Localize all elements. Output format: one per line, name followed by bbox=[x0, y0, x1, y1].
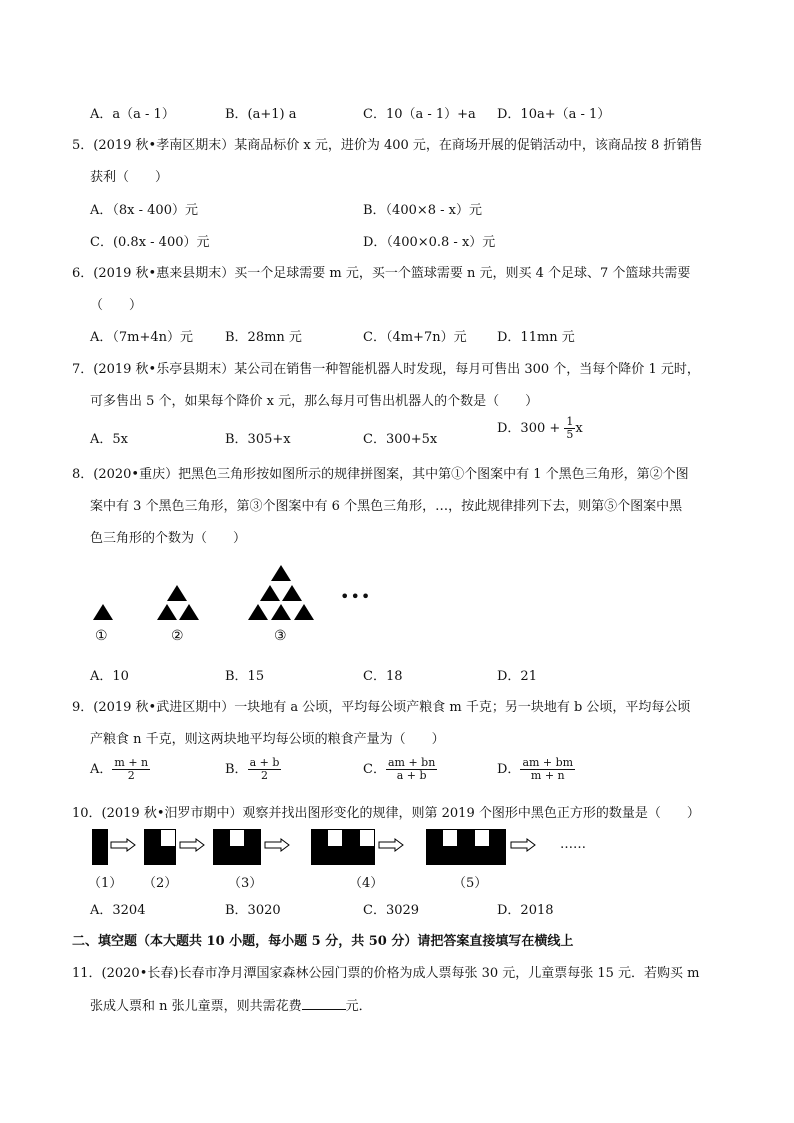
white-square bbox=[474, 829, 490, 847]
q9-option-a: A． $\frac{m + n}{2}$ bbox=[90, 756, 149, 782]
black-square bbox=[213, 829, 229, 847]
white-square bbox=[160, 829, 176, 847]
q5-option-d: D．（400×0.8 - x）元 bbox=[363, 235, 496, 250]
q7-stem-line1: 7．(2019 秋•乐亭县期末）某公司在销售一种智能机器人时发现，每月可售出 300 个，当每个降价 1 元时， bbox=[72, 362, 700, 377]
continuation-ellipsis: …… bbox=[560, 837, 586, 852]
q6-option-a: A．（7m+4n）元 bbox=[90, 330, 194, 345]
black-triangle bbox=[260, 585, 280, 601]
fraction: $\frac{a + b}{2}$ bbox=[249, 756, 280, 782]
q6-option-c: C．（4m+7n）元 bbox=[363, 330, 467, 345]
q6-option-d: D．11mn 元 bbox=[497, 330, 575, 345]
q5-stem-line1: 5．(2019 秋•孝南区期末）某商品标价 x 元，进价为 400 元，在商场开展的促销活动中，该商品按 8 折销售 bbox=[72, 138, 703, 153]
q5-option-b: B．（400×8 - x）元 bbox=[363, 203, 483, 218]
black-square bbox=[490, 847, 506, 865]
q7-option-b: B．305+x bbox=[225, 432, 291, 447]
q5-stem-line2: 获利（ ） bbox=[90, 170, 169, 185]
q8-stem-line2: 案中有 3 个黑色三角形，第③个图案中有 6 个黑色三角形，…，按此规律排列下去，则第⑤个图案中黑 bbox=[90, 499, 683, 514]
black-square bbox=[245, 829, 261, 847]
q11-stem-line2: 张成人票和 n 张儿童票，则共需花费 元． bbox=[90, 999, 372, 1014]
black-square bbox=[343, 847, 359, 865]
black-square bbox=[426, 829, 442, 847]
q4-option-b: B．(a+1) a bbox=[225, 107, 297, 122]
black-square bbox=[327, 847, 343, 865]
black-triangle bbox=[248, 604, 268, 620]
fraction: $\frac{am + bn}{a + b}$ bbox=[387, 756, 436, 782]
black-square bbox=[245, 847, 261, 865]
answer-blank[interactable] bbox=[302, 997, 346, 1010]
q8-option-d: D．21 bbox=[497, 669, 537, 684]
q6-stem-line1: 6．(2019 秋•惠来县期末）买一个足球需要 m 元，买一个篮球需要 n 元，则买 4 个足球、7 个篮球共需要 bbox=[72, 266, 691, 281]
q9-stem-line1: 9．(2019 秋•武进区期中）一块地有 a 公顷，平均每公顷产粮食 m 千克；另一块地有 b 公顷，平均每公顷 bbox=[72, 700, 691, 715]
q8-option-c: C．18 bbox=[363, 669, 403, 684]
q7-stem-line2: 可多售出 5 个，如果每个降价 x 元，那么每月可售出机器人的个数是（ ） bbox=[90, 394, 539, 409]
black-square bbox=[490, 829, 506, 847]
black-square bbox=[426, 847, 442, 865]
q9-option-b: B． $\frac{a + b}{2}$ bbox=[225, 756, 280, 782]
q6-stem-line2: （ ） bbox=[90, 298, 143, 313]
arrow-right-icon bbox=[378, 838, 404, 852]
white-square bbox=[327, 829, 343, 847]
black-square bbox=[311, 847, 327, 865]
q10-stem-line1: 10．(2019 秋•汨罗市期中）观察并找出图形变化的规律，则第 2019 个图形中黑色正方形的数量是（ ） bbox=[72, 806, 700, 821]
q6-option-b: B．28mn 元 bbox=[225, 330, 302, 345]
figure-label-4: （4） bbox=[349, 876, 384, 891]
q4-option-c: C．10（a - 1）+a bbox=[363, 107, 476, 122]
black-triangle bbox=[271, 604, 291, 620]
black-square bbox=[213, 847, 229, 865]
q7-option-c: C．300+5x bbox=[363, 432, 438, 447]
q8-option-a: A．10 bbox=[90, 669, 129, 684]
black-triangle bbox=[93, 604, 113, 620]
q8-option-b: B．15 bbox=[225, 669, 265, 684]
black-square bbox=[92, 829, 108, 847]
q9-stem-line2: 产粮食 n 千克，则这两块地平均每公顷的粮食产量为（ ） bbox=[90, 732, 445, 747]
black-square bbox=[359, 847, 375, 865]
q8-stem-line3: 色三角形的个数为（ ） bbox=[90, 531, 247, 546]
arrow-right-icon bbox=[264, 838, 290, 852]
q7-option-a: A．5x bbox=[90, 432, 128, 447]
black-square bbox=[144, 829, 160, 847]
q8-stem-line1: 8．(2020•重庆）把黑色三角形按如图所示的规律拼图案，其中第①个图案中有 1 个黑色三角形，第②个图 bbox=[72, 467, 689, 482]
q11-stem-line1: 11．(2020•长春)长春市净月潭国家森林公园门票的价格为成人票每张 30 元，儿童票每张 15 元．若购买 m bbox=[72, 966, 700, 981]
q10-option-d: D．2018 bbox=[497, 903, 554, 918]
black-triangle bbox=[179, 604, 199, 620]
pattern-label-2: ② bbox=[171, 628, 184, 644]
figure-label-5: （5） bbox=[453, 876, 488, 891]
black-square bbox=[343, 829, 359, 847]
white-square bbox=[359, 829, 375, 847]
black-triangle bbox=[282, 585, 302, 601]
q10-option-c: C．3029 bbox=[363, 903, 420, 918]
black-square bbox=[229, 847, 245, 865]
pattern-label-1: ① bbox=[95, 628, 108, 644]
q10-option-a: A．3204 bbox=[90, 903, 146, 918]
continuation-dots: ••• bbox=[340, 587, 372, 606]
arrow-right-icon bbox=[510, 838, 536, 852]
pattern-label-3: ③ bbox=[274, 628, 287, 644]
black-square bbox=[442, 847, 458, 865]
black-square bbox=[92, 847, 108, 865]
white-square bbox=[229, 829, 245, 847]
black-square bbox=[311, 829, 327, 847]
arrow-right-icon bbox=[179, 838, 205, 852]
q7-option-d: D．300 + $\frac{1}{5}$ x bbox=[497, 415, 583, 441]
fraction: $\frac{m + n}{2}$ bbox=[114, 756, 149, 782]
black-triangle bbox=[294, 604, 314, 620]
q5-option-c: C．(0.8x - 400）元 bbox=[90, 235, 210, 250]
figure-label-3: （3） bbox=[228, 876, 263, 891]
section-heading: 二、填空题（本大题共 10 小题，每小题 5 分，共 50 分）请把答案直接填写在横线上 bbox=[72, 934, 574, 949]
q4-option-d: D．10a+（a - 1） bbox=[497, 107, 611, 122]
q9-option-c: C． $\frac{am + bn}{a + b}$ bbox=[363, 756, 436, 782]
q5-option-a: A．（8x - 400）元 bbox=[90, 203, 198, 218]
q9-option-d: D． $\frac{am + bm}{m + n}$ bbox=[497, 756, 574, 782]
q10-option-b: B．3020 bbox=[225, 903, 281, 918]
arrow-right-icon bbox=[110, 838, 136, 852]
black-square bbox=[458, 847, 474, 865]
black-square bbox=[144, 847, 160, 865]
fraction: $\frac{am + bm}{m + n}$ bbox=[522, 756, 574, 782]
q4-option-a: A．a（a - 1） bbox=[90, 107, 175, 122]
black-triangle bbox=[157, 604, 177, 620]
q7-option-d-label: D．300 + bbox=[497, 421, 561, 436]
white-square bbox=[442, 829, 458, 847]
black-square bbox=[160, 847, 176, 865]
figure-label-2: （2） bbox=[143, 876, 178, 891]
black-square bbox=[474, 847, 490, 865]
black-square bbox=[458, 829, 474, 847]
figure-label-1: （1） bbox=[88, 876, 123, 891]
q7-option-d-fraction: $\frac{1}{5}$ bbox=[566, 415, 574, 441]
black-triangle bbox=[167, 585, 187, 601]
black-triangle bbox=[271, 565, 291, 581]
